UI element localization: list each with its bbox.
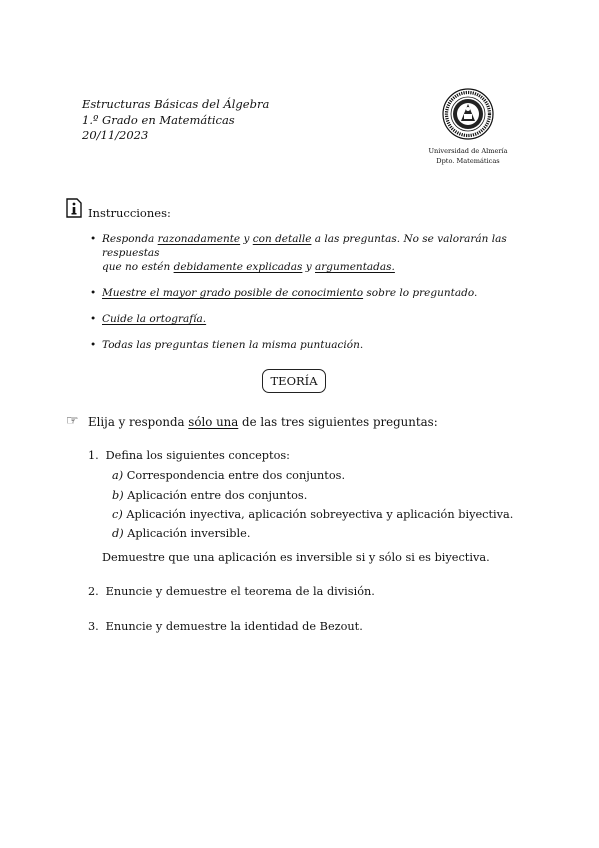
subquestion-letter: c)	[112, 508, 123, 521]
instruction-underlined: argumentadas.	[315, 261, 395, 273]
question-text: Defina los siguientes conceptos:	[105, 449, 290, 462]
question-text: Enuncie y demuestre la identidad de Bezout.	[105, 620, 363, 633]
prompt-text: de las tres siguientes preguntas:	[238, 415, 438, 429]
subquestion-a	[112, 469, 345, 482]
instruction-item	[90, 286, 530, 300]
instruction-text: Todas las preguntas tienen la misma puntuación.	[102, 339, 364, 351]
question-1	[88, 449, 290, 462]
university-block	[412, 146, 524, 166]
instruction-text: y	[240, 233, 253, 245]
instruction-text: sobre lo preguntado.	[363, 287, 478, 299]
pointing-hand-icon: ☞	[66, 413, 79, 429]
section-title-theory: TEORÍA	[262, 369, 326, 393]
subquestion-text: Aplicación inyectiva, aplicación sobreyectiva y aplicación biyectiva.	[126, 508, 514, 521]
instructions-title: Instrucciones:	[88, 206, 171, 220]
instruction-item	[90, 338, 530, 352]
question-choice-prompt	[88, 415, 438, 429]
question-number: 3.	[88, 620, 99, 633]
degree-name: 1.º Grado en Matemáticas	[82, 112, 235, 127]
department-name: Dpto. Matemáticas	[436, 157, 500, 165]
exam-date: 20/11/2023	[82, 128, 149, 142]
exam-header	[82, 97, 269, 144]
instructions-list	[90, 232, 530, 364]
question-text: Enuncie y demuestre el teorema de la división.	[105, 585, 375, 598]
prompt-text: Elija y responda	[88, 415, 189, 429]
instruction-underlined: razonadamente	[157, 233, 241, 245]
instruction-text: que no estén	[102, 261, 174, 273]
instruction-underlined: Muestre el mayor grado posible de conocimiento	[102, 287, 364, 299]
question-2	[88, 585, 375, 598]
prompt-underlined: sólo una	[188, 415, 239, 429]
university-name: Universidad de Almería	[428, 147, 508, 155]
question-number: 2.	[88, 585, 99, 598]
subquestion-text: Aplicación entre dos conjuntos.	[127, 489, 308, 502]
question-number: 1.	[88, 449, 99, 462]
info-document-icon	[66, 198, 82, 218]
subquestion-letter: a)	[112, 469, 124, 482]
instruction-item	[90, 232, 530, 274]
instruction-item	[90, 312, 530, 326]
instruction-text: Responda	[102, 233, 158, 245]
subquestion-letter: d)	[112, 527, 124, 540]
subquestion-text: Aplicación inversible.	[127, 527, 251, 540]
subquestion-text: Correspondencia entre dos conjuntos.	[126, 469, 346, 482]
question-3	[88, 620, 363, 633]
question-1-followup: Demuestre que una aplicación es inversible si y sólo si es biyectiva.	[102, 551, 490, 564]
instruction-text: a las preguntas. No se valorarán las respuestas	[102, 233, 507, 259]
subquestion-letter: b)	[112, 489, 124, 502]
instruction-text: y	[302, 261, 315, 273]
instruction-underlined: debidamente explicadas	[173, 261, 303, 273]
subquestion-b	[112, 489, 307, 502]
subquestion-d	[112, 527, 250, 540]
instruction-underlined: Cuide la ortografía.	[102, 313, 207, 325]
subquestion-c	[112, 508, 513, 521]
university-seal-icon	[442, 88, 494, 140]
instruction-underlined: con detalle	[252, 233, 312, 245]
course-name: Estructuras Básicas del Álgebra	[82, 97, 270, 111]
